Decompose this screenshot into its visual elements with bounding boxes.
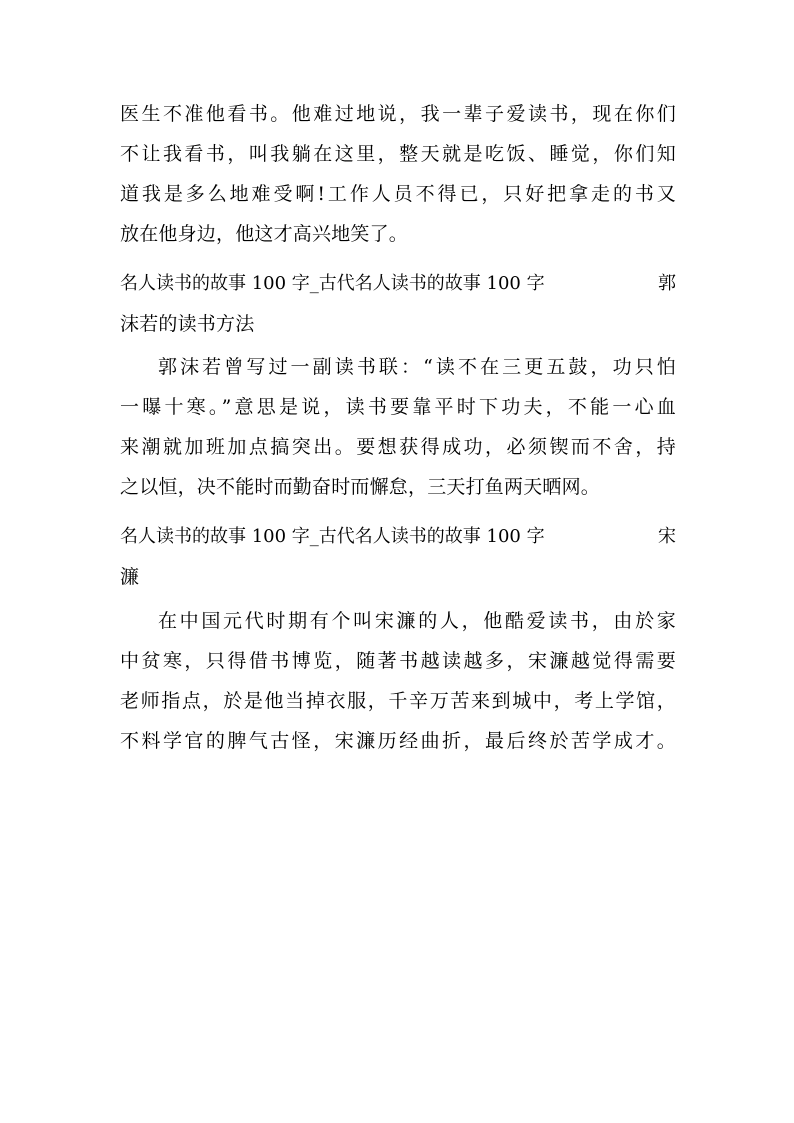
paragraph-line: 不料学官的脾气古怪，宋濂历经曲折，最后终於苦学成才。 xyxy=(120,730,676,752)
section-heading-text: 名人读书的故事 100 字_古代名人读书的故事 100 字 xyxy=(120,273,545,294)
paragraph-line: 在中国元代时期有个叫宋濂的人，他酷爱读书，由於家 xyxy=(158,610,676,632)
section-heading-tail: 郭 xyxy=(658,273,676,294)
paragraph-line: 放在他身边，他这才高兴地笑了。 xyxy=(120,223,409,245)
paragraph-line: 一曝十寒。”意思是说，读书要靠平时下功夫，不能一心血 xyxy=(120,396,676,418)
section-heading-text: 名人读书的故事 100 字_古代名人读书的故事 100 字 xyxy=(120,526,545,547)
paragraph-line: 道我是多么地难受啊!工作人员不得已，只好把拿走的书又 xyxy=(120,183,676,205)
section-heading-continuation: 沫若的读书方法 xyxy=(120,313,255,335)
section-heading-continuation: 濂 xyxy=(120,566,140,588)
paragraph-line: 中贫寒，只得借书博览，随著书越读越多，宋濂越觉得需要 xyxy=(120,650,676,672)
paragraph-line: 不让我看书，叫我躺在这里，整天就是吃饭、睡觉，你们知 xyxy=(120,143,676,165)
paragraph-line: 之以恒，决不能时而勤奋时而懈怠，三天打鱼两天晒网。 xyxy=(120,476,601,498)
paragraph-line: 郭沫若曾写过一副读书联：“读不在三更五鼓，功只怕 xyxy=(158,356,676,378)
section-heading xyxy=(120,523,676,551)
paragraph-line: 老师指点，於是他当掉衣服，千辛万苦来到城中，考上学馆， xyxy=(120,690,676,712)
section-heading xyxy=(120,270,676,298)
paragraph-line: 来潮就加班加点搞突出。要想获得成功，必须锲而不舍，持 xyxy=(120,436,676,458)
section-heading-tail: 宋 xyxy=(658,526,676,547)
paragraph-line: 医生不准他看书。他难过地说，我一辈子爱读书，现在你们 xyxy=(120,103,676,125)
